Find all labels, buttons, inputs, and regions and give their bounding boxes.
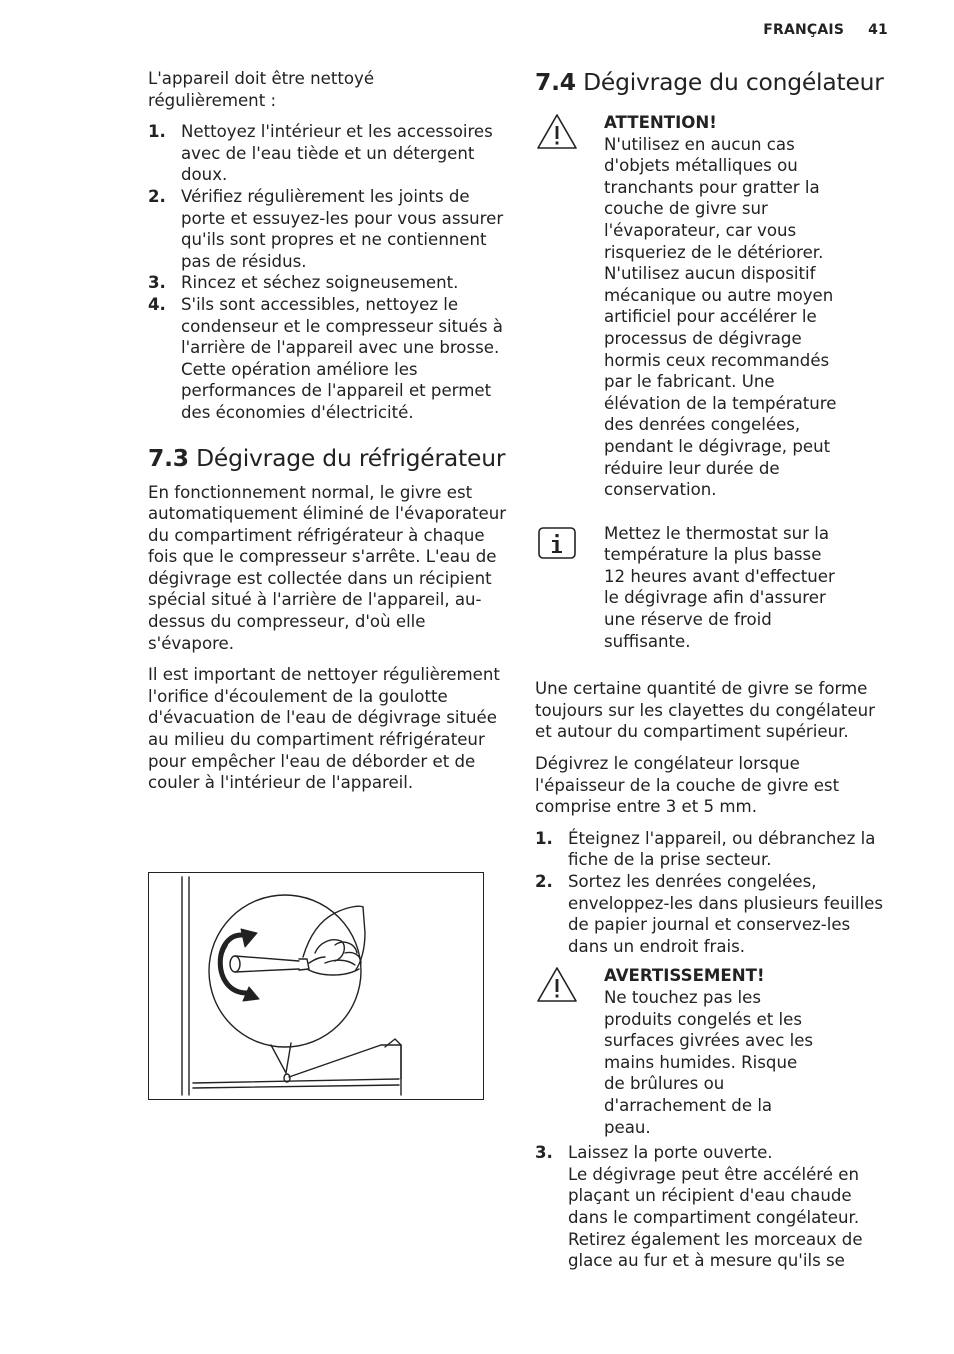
warning-title: AVERTISSEMENT!	[604, 966, 765, 986]
page-header	[763, 22, 888, 38]
paragraph: En fonctionnement normal, le givre est automatiquement éliminé de l'évaporateur du compartiment réfrigérateur à chaque fois que le compresseur s'arrête. L'eau de dégivrage est collectée dans un récipient spécial situé à l'arrière de l'appareil, au-dessus du compresseur, d'où elle s'évapore.	[148, 482, 507, 653]
defrost-steps-continued	[535, 1142, 895, 1272]
paragraph: Il est important de nettoyer régulièrement l'orifice d'écoulement de la goulotte d'évacuation de l'eau de dégivrage située au milieu du compartiment réfrigérateur pour empêcher l'eau de déborder et de couler à l'intérieur de l'appareil.	[148, 665, 500, 793]
list-item	[148, 121, 508, 186]
step-number: 2.	[148, 186, 166, 206]
defrost-drain-illustration	[148, 872, 484, 1100]
step-number: 1.	[535, 828, 553, 848]
info-icon	[535, 523, 579, 563]
warning-triangle-icon	[535, 112, 579, 152]
info-text: Mettez le thermostat sur la température la plus basse 12 heures avant d'effectuer le dégivrage afin d'assurer une réserve de froid suffisante.	[604, 523, 835, 651]
attention-title: ATTENTION!	[604, 113, 717, 132]
info-callout	[535, 523, 844, 653]
step-subtext: Cette opération améliore les performances de l'appareil et permet des économies d'électricité.	[181, 359, 492, 422]
step-subtext: Le dégivrage peut être accéléré en plaçant un récipient d'eau chaude dans le compartiment congélateur. Retirez également les morceaux de glace au fur et à mesure qu'ils se	[568, 1164, 863, 1271]
warning-callout	[535, 965, 814, 1138]
section-number: 7.4	[535, 68, 576, 96]
section-heading-7-3	[148, 444, 508, 472]
step-text: Laissez la porte ouverte.	[568, 1143, 773, 1163]
list-item	[148, 186, 508, 272]
warning-text: Ne touchez pas les produits congelés et les surfaces givrées avec les mains humides. Risque de brûlures ou d'arrachement de la peau.	[604, 987, 814, 1137]
list-item	[535, 871, 895, 957]
illustration-svg	[149, 873, 483, 1099]
list-item	[148, 272, 508, 294]
section-heading-7-4	[535, 68, 895, 96]
attention-callout	[535, 112, 844, 501]
step-text: Rincez et séchez soigneusement.	[181, 273, 459, 293]
cleaning-intro: L'appareil doit être nettoyé régulièrement :	[148, 69, 375, 110]
step-number: 3.	[535, 1143, 553, 1163]
step-text: Vérifiez régulièrement les joints de porte et essuyez-les pour vous assurer qu'ils sont propres et ne contiennent pas de résidus.	[181, 186, 504, 271]
page-number: 41	[868, 22, 888, 38]
step-number: 4.	[148, 294, 166, 314]
section-number: 7.3	[148, 443, 189, 472]
list-item	[535, 828, 895, 871]
step-number: 3.	[148, 273, 166, 293]
section-title: Dégivrage du congélateur	[583, 68, 884, 96]
defrost-steps	[535, 828, 895, 958]
cleaning-steps	[148, 121, 508, 423]
list-item	[148, 294, 508, 424]
left-column	[148, 68, 508, 804]
paragraph: Dégivrez le congélateur lorsque l'épaisseur de la couche de givre est comprise entre 3 et 5 mm.	[535, 754, 840, 817]
step-number: 1.	[148, 122, 166, 142]
step-text: Nettoyez l'intérieur et les accessoires avec de l'eau tiède et un détergent doux.	[181, 122, 493, 185]
list-item	[535, 1142, 895, 1272]
step-text: S'ils sont accessibles, nettoyez le condenseur et le compresseur situés à l'arrière de l'appareil avec une brosse.	[181, 294, 503, 358]
step-text: Sortez les denrées congelées, enveloppez-les dans plusieurs feuilles de papier journal et conservez-les dans un endroit frais.	[568, 872, 884, 956]
section-title: Dégivrage du réfrigérateur	[196, 443, 506, 472]
warning-triangle-icon	[535, 965, 579, 1005]
right-column	[535, 68, 895, 1280]
header-language: FRANÇAIS	[763, 22, 845, 38]
step-text: Éteignez l'appareil, ou débranchez la fiche de la prise secteur.	[568, 828, 876, 870]
paragraph: Une certaine quantité de givre se forme toujours sur les clayettes du congélateur et autour du compartiment supérieur.	[535, 679, 875, 742]
attention-text: N'utilisez en aucun cas d'objets métalliques ou tranchants pour gratter la couche de givre sur l'évaporateur, car vous risqueriez de le détériorer. N'utilisez aucun dispositif mécanique ou autre moyen artificiel pour accélérer le processus de dégivrage hormis ceux recommandés par le fabricant. Une élévation de la température des denrées congelées, pendant le dégivrage, peut réduire leur durée de conservation.	[604, 134, 837, 500]
step-number: 2.	[535, 872, 553, 891]
